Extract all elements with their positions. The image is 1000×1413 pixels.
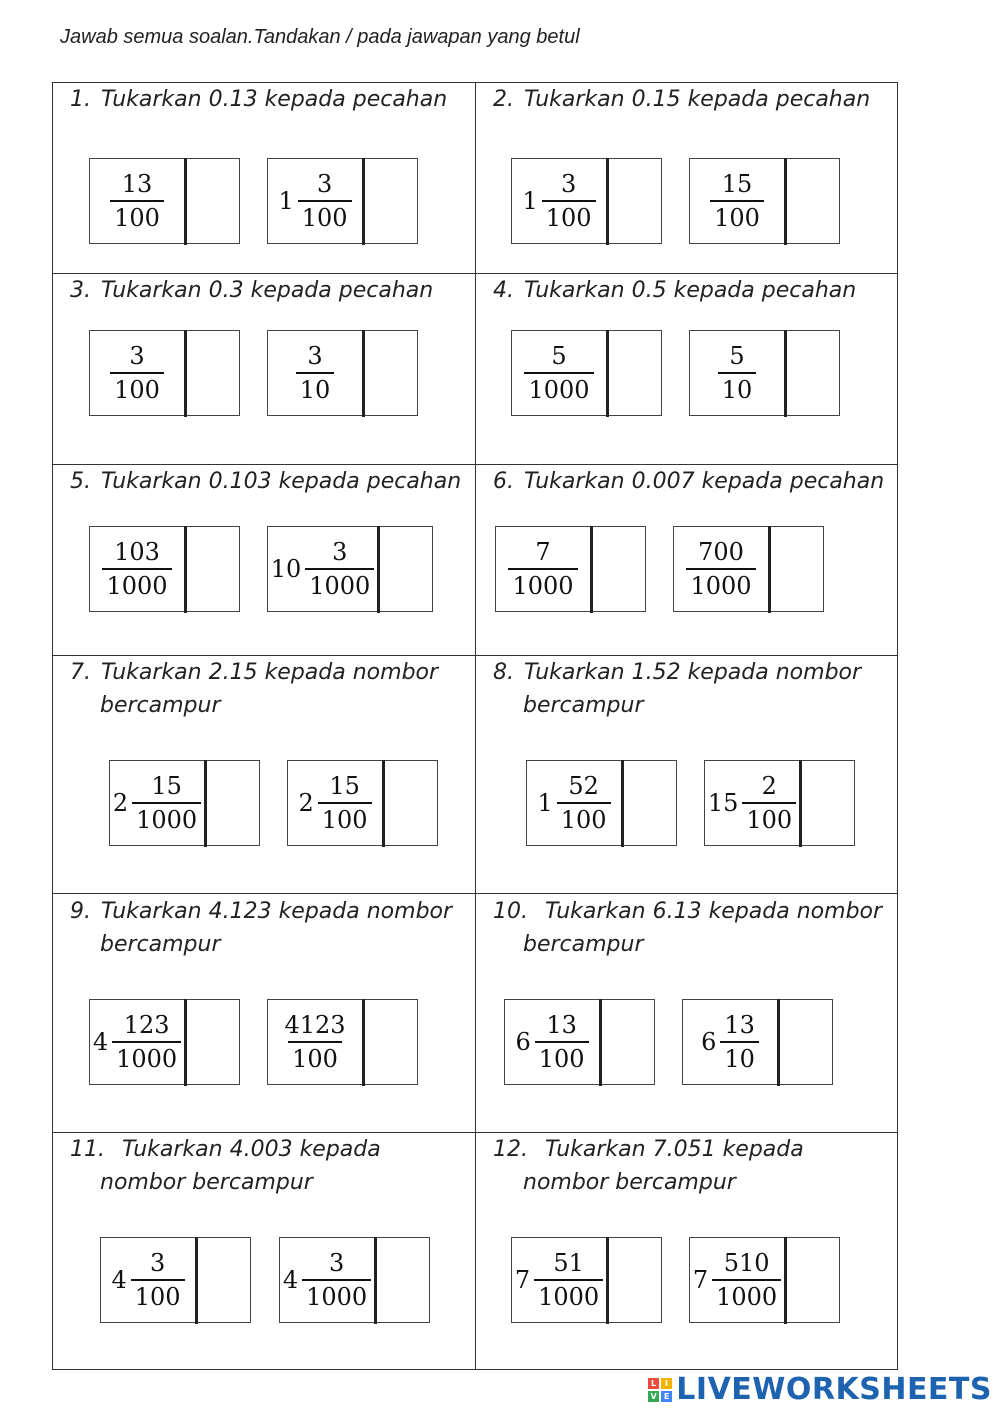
question-number: 4. bbox=[493, 278, 514, 303]
answer-option-5-2[interactable] bbox=[267, 526, 433, 612]
denominator: 1000 bbox=[686, 568, 755, 602]
fraction-display bbox=[505, 1000, 599, 1084]
tick-box[interactable] bbox=[777, 999, 832, 1086]
question-text-line1: Tukarkan 4.123 kepada nombor bbox=[101, 899, 453, 924]
question-number: 1. bbox=[70, 87, 91, 112]
whole-number: 10 bbox=[270, 555, 302, 583]
whole-number: 2 bbox=[298, 789, 314, 817]
question-3-text bbox=[70, 274, 433, 307]
fraction-display bbox=[690, 159, 784, 243]
question-text-line1: Tukarkan 0.13 kepada pecahan bbox=[101, 87, 448, 112]
denominator: 100 bbox=[710, 200, 764, 234]
question-text-line1: Tukarkan 0.15 kepada pecahan bbox=[524, 87, 871, 112]
fraction bbox=[280, 1009, 349, 1075]
numerator: 13 bbox=[121, 170, 153, 198]
fraction bbox=[302, 1247, 371, 1313]
tick-box[interactable] bbox=[606, 1237, 661, 1324]
fraction-display bbox=[527, 761, 621, 845]
answer-option-11-2[interactable] bbox=[279, 1237, 430, 1323]
fraction bbox=[132, 770, 201, 836]
fraction-display bbox=[690, 331, 784, 415]
fraction bbox=[318, 770, 372, 836]
column-divider bbox=[475, 83, 476, 1369]
denominator: 100 bbox=[318, 802, 372, 836]
answer-option-6-1[interactable] bbox=[495, 526, 646, 612]
question-text-line2: bercampur bbox=[100, 932, 221, 957]
question-text-line2: nombor bercampur bbox=[523, 1170, 736, 1195]
numerator: 123 bbox=[123, 1011, 170, 1039]
question-text-line1: Tukarkan 0.007 kepada pecahan bbox=[524, 469, 885, 494]
fraction-display bbox=[683, 1000, 777, 1084]
fraction bbox=[720, 1009, 759, 1075]
tick-box[interactable] bbox=[184, 158, 239, 245]
numerator: 13 bbox=[724, 1011, 755, 1039]
fraction-display bbox=[496, 527, 590, 611]
answer-option-2-2[interactable] bbox=[689, 158, 840, 244]
fraction-display bbox=[110, 761, 204, 845]
answer-option-9-2[interactable] bbox=[267, 999, 418, 1085]
answer-option-8-1[interactable] bbox=[526, 760, 677, 846]
tick-box[interactable] bbox=[621, 760, 676, 847]
question-4-text bbox=[493, 274, 856, 307]
whole-number: 1 bbox=[537, 789, 553, 817]
tick-box[interactable] bbox=[382, 760, 437, 847]
denominator: 100 bbox=[742, 802, 796, 836]
answer-option-1-2[interactable] bbox=[267, 158, 418, 244]
question-text-line1: Tukarkan 7.051 kepada bbox=[545, 1137, 804, 1162]
question-text-line2: bercampur bbox=[523, 932, 644, 957]
numerator: 4123 bbox=[284, 1011, 346, 1039]
fraction bbox=[102, 536, 171, 602]
tick-box[interactable] bbox=[784, 1237, 839, 1324]
numerator: 13 bbox=[546, 1011, 577, 1039]
fraction-display bbox=[90, 1000, 184, 1084]
question-2-text bbox=[493, 83, 870, 116]
fraction bbox=[712, 1247, 781, 1313]
answer-option-10-2[interactable] bbox=[682, 999, 833, 1085]
whole-number: 4 bbox=[92, 1028, 109, 1056]
tick-box[interactable] bbox=[784, 330, 839, 417]
fraction bbox=[112, 1009, 181, 1075]
question-9-text bbox=[70, 895, 452, 961]
tick-box[interactable] bbox=[606, 158, 661, 245]
denominator: 100 bbox=[535, 1041, 589, 1075]
numerator: 103 bbox=[114, 538, 160, 566]
answer-option-1-1[interactable] bbox=[89, 158, 240, 244]
numerator: 15 bbox=[721, 170, 753, 198]
fraction-display bbox=[90, 159, 184, 243]
question-text-line1: Tukarkan 0.103 kepada pecahan bbox=[101, 469, 462, 494]
fraction-display bbox=[90, 527, 184, 611]
tick-box[interactable] bbox=[590, 526, 645, 613]
denominator: 1000 bbox=[302, 1279, 371, 1313]
whole-number: 1 bbox=[278, 187, 294, 215]
row-divider bbox=[53, 893, 897, 894]
fraction bbox=[296, 340, 335, 406]
denominator: 100 bbox=[110, 200, 164, 234]
question-number: 5. bbox=[70, 469, 91, 494]
instruction-text: Jawab semua soalan.Tandakan / pada jawapan yang betul bbox=[60, 26, 580, 48]
question-6-text bbox=[493, 465, 884, 498]
numerator: 2 bbox=[761, 772, 777, 800]
whole-number: 2 bbox=[112, 789, 129, 817]
question-number: 11. bbox=[70, 1137, 105, 1162]
denominator: 10 bbox=[720, 1041, 759, 1075]
denominator: 1000 bbox=[102, 568, 171, 602]
fraction bbox=[710, 168, 764, 234]
denominator: 1000 bbox=[534, 1279, 603, 1313]
fraction bbox=[718, 340, 757, 406]
fraction-display bbox=[90, 331, 184, 415]
whole-number: 6 bbox=[701, 1028, 717, 1056]
answer-option-12-1[interactable] bbox=[511, 1237, 662, 1323]
question-text-line1: Tukarkan 0.3 kepada pecahan bbox=[101, 278, 434, 303]
whole-number: 1 bbox=[522, 187, 538, 215]
numerator: 3 bbox=[328, 1249, 345, 1277]
numerator: 5 bbox=[729, 342, 745, 370]
fraction bbox=[110, 340, 164, 406]
fraction-display bbox=[268, 331, 362, 415]
fraction bbox=[534, 1247, 603, 1313]
numerator: 510 bbox=[723, 1249, 770, 1277]
question-12-text bbox=[493, 1133, 804, 1199]
whole-number: 6 bbox=[515, 1028, 531, 1056]
numerator: 3 bbox=[129, 342, 145, 370]
answer-option-7-1[interactable] bbox=[109, 760, 260, 846]
numerator: 3 bbox=[317, 170, 333, 198]
answer-option-5-1[interactable] bbox=[89, 526, 240, 612]
fraction bbox=[298, 168, 352, 234]
tick-box[interactable] bbox=[195, 1237, 250, 1324]
tick-box[interactable] bbox=[184, 526, 239, 613]
denominator: 100 bbox=[110, 372, 164, 406]
numerator: 52 bbox=[568, 772, 599, 800]
tick-box[interactable] bbox=[362, 999, 417, 1086]
question-text-line2: bercampur bbox=[100, 693, 221, 718]
fraction-display bbox=[512, 159, 606, 243]
whole-number: 4 bbox=[282, 1266, 299, 1294]
tick-box[interactable] bbox=[768, 526, 823, 613]
denominator: 1000 bbox=[305, 568, 374, 602]
tick-box[interactable] bbox=[784, 158, 839, 245]
denominator: 100 bbox=[298, 200, 352, 234]
question-text-line1: Tukarkan 0.5 kepada pecahan bbox=[524, 278, 857, 303]
answer-option-11-1[interactable] bbox=[100, 1237, 251, 1323]
answer-option-4-2[interactable] bbox=[689, 330, 840, 416]
whole-number: 7 bbox=[514, 1266, 531, 1294]
question-7-text bbox=[70, 656, 438, 722]
denominator: 100 bbox=[131, 1279, 185, 1313]
fraction bbox=[305, 536, 374, 602]
question-number: 8. bbox=[493, 660, 514, 685]
whole-number: 4 bbox=[111, 1266, 127, 1294]
numerator: 51 bbox=[553, 1249, 584, 1277]
denominator: 1000 bbox=[712, 1279, 781, 1313]
whole-number: 7 bbox=[692, 1266, 709, 1294]
denominator: 100 bbox=[557, 802, 611, 836]
tick-box[interactable] bbox=[204, 760, 259, 847]
denominator: 100 bbox=[542, 200, 596, 234]
numerator: 3 bbox=[561, 170, 577, 198]
fraction-display bbox=[268, 159, 362, 243]
denominator: 1000 bbox=[508, 568, 577, 602]
fraction-display bbox=[268, 1000, 362, 1084]
fraction bbox=[686, 536, 755, 602]
fraction bbox=[557, 770, 611, 836]
question-number: 6. bbox=[493, 469, 514, 494]
tick-box[interactable] bbox=[799, 760, 854, 847]
liveworksheets-logo bbox=[648, 1372, 992, 1407]
question-text-line2: bercampur bbox=[523, 693, 644, 718]
tick-box[interactable] bbox=[599, 999, 654, 1086]
answer-option-3-1[interactable] bbox=[89, 330, 240, 416]
question-8-text bbox=[493, 656, 861, 722]
tick-box[interactable] bbox=[377, 526, 432, 613]
fraction-display bbox=[512, 1238, 606, 1322]
fraction bbox=[542, 168, 596, 234]
fraction bbox=[535, 1009, 589, 1075]
numerator: 3 bbox=[150, 1249, 166, 1277]
question-text-line1: Tukarkan 6.13 kepada nombor bbox=[545, 899, 883, 924]
numerator: 15 bbox=[151, 772, 182, 800]
answer-option-7-2[interactable] bbox=[287, 760, 438, 846]
question-text-line1: Tukarkan 1.52 kepada nombor bbox=[524, 660, 862, 685]
answer-option-6-2[interactable] bbox=[673, 526, 824, 612]
fraction-display bbox=[280, 1238, 374, 1322]
tick-box[interactable] bbox=[374, 1237, 429, 1324]
answer-option-2-1[interactable] bbox=[511, 158, 662, 244]
fraction bbox=[131, 1247, 185, 1313]
numerator: 3 bbox=[307, 342, 323, 370]
tick-box[interactable] bbox=[606, 330, 661, 417]
question-1-text bbox=[70, 83, 447, 116]
question-number: 2. bbox=[493, 87, 514, 112]
fraction-display bbox=[101, 1238, 195, 1322]
question-11-text bbox=[70, 1133, 381, 1199]
fraction-display bbox=[705, 761, 799, 845]
numerator: 700 bbox=[698, 538, 744, 566]
tick-box[interactable] bbox=[184, 999, 239, 1086]
tick-box[interactable] bbox=[362, 330, 417, 417]
answer-option-4-1[interactable] bbox=[511, 330, 662, 416]
fraction bbox=[110, 168, 164, 234]
question-text-line1: Tukarkan 4.003 kepada bbox=[122, 1137, 381, 1162]
fraction bbox=[508, 536, 577, 602]
question-number: 7. bbox=[70, 660, 91, 685]
denominator: 100 bbox=[288, 1041, 342, 1075]
fraction-display bbox=[674, 527, 768, 611]
question-number: 10. bbox=[493, 899, 528, 924]
fraction bbox=[524, 340, 593, 406]
numerator: 3 bbox=[332, 538, 348, 566]
question-number: 3. bbox=[70, 278, 91, 303]
fraction-display bbox=[512, 331, 606, 415]
numerator: 5 bbox=[551, 342, 567, 370]
fraction-display bbox=[268, 527, 377, 611]
fraction bbox=[742, 770, 796, 836]
denominator: 1000 bbox=[524, 372, 593, 406]
denominator: 1000 bbox=[132, 802, 201, 836]
denominator: 10 bbox=[296, 372, 335, 406]
question-10-text bbox=[493, 895, 882, 961]
denominator: 10 bbox=[718, 372, 757, 406]
whole-number: 15 bbox=[707, 789, 739, 817]
fraction-display bbox=[690, 1238, 784, 1322]
answer-option-9-1[interactable] bbox=[89, 999, 240, 1085]
numerator: 15 bbox=[329, 772, 360, 800]
question-number: 12. bbox=[493, 1137, 528, 1162]
answer-option-3-2[interactable] bbox=[267, 330, 418, 416]
answer-option-8-2[interactable] bbox=[704, 760, 855, 846]
liveworksheets-logo-icon: L I V E bbox=[648, 1378, 672, 1402]
question-number: 9. bbox=[70, 899, 91, 924]
question-5-text bbox=[70, 465, 461, 498]
answer-option-10-1[interactable] bbox=[504, 999, 655, 1085]
tick-box[interactable] bbox=[362, 158, 417, 245]
question-text-line1: Tukarkan 2.15 kepada nombor bbox=[101, 660, 439, 685]
denominator: 1000 bbox=[112, 1041, 181, 1075]
numerator: 7 bbox=[535, 538, 551, 566]
logo-text: LIVEWORKSHEETS bbox=[676, 1372, 992, 1407]
tick-box[interactable] bbox=[184, 330, 239, 417]
question-text-line2: nombor bercampur bbox=[100, 1170, 313, 1195]
answer-option-12-2[interactable] bbox=[689, 1237, 840, 1323]
fraction-display bbox=[288, 761, 382, 845]
